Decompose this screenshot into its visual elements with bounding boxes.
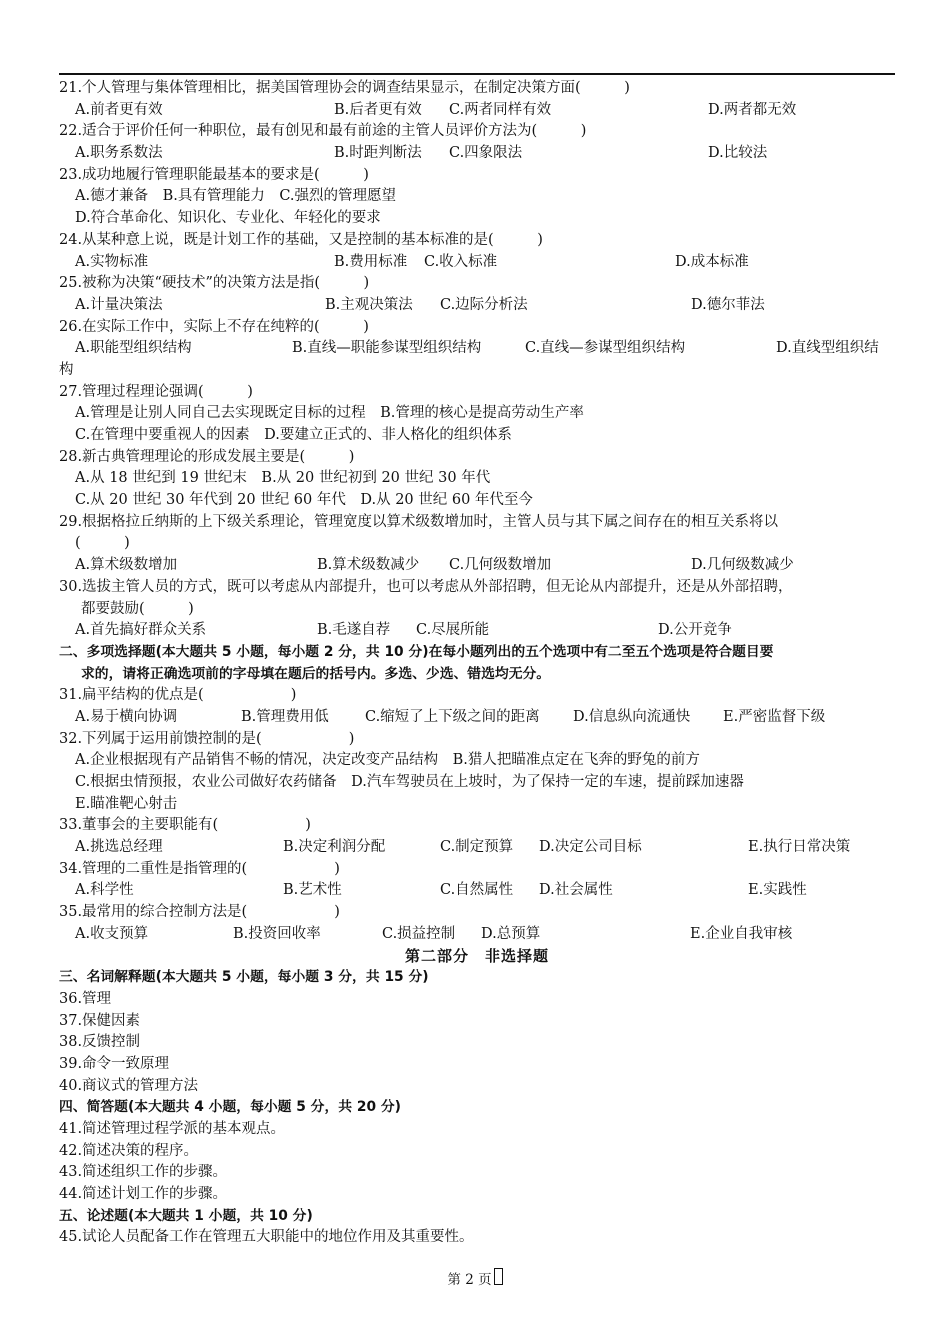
q23-option-d: D.符合革命化、知识化、专业化、年轻化的要求 [75,210,381,227]
q35-option-c: C.损益控制 [382,925,456,942]
q22-option-b: B.时距判断法 [334,145,422,162]
q26-option-d-continuation: 构 [59,361,74,378]
q24-option-b: B.费用标准 [334,253,408,270]
q29-option-d: D.几何级数减少 [691,557,794,574]
q35-option-e: E.企业自我审核 [690,925,793,942]
question-35-stem: 35.最常用的综合控制方法是( ) [59,904,340,921]
question-28-stem: 28.新古典管理理论的形成发展主要是( ) [59,448,355,465]
q34-option-d: D.社会属性 [539,882,613,899]
short-answer-43: 43.简述组织工作的步骤。 [59,1164,228,1181]
q26-option-c: C.直线—参谋型组织结构 [525,340,686,357]
q26-option-b: B.直线—职能参谋型组织结构 [292,340,482,357]
question-29-stem-continuation: ( ) [75,535,130,552]
q32-options-ab: A.企业根据现有产品销售不畅的情况，决定改变产品结构 B.猎人把瞄准点定在飞奔的野兔的前方 [75,752,700,769]
question-31-options [59,707,895,729]
q35-option-d: D.总预算 [481,925,541,942]
q21-option-d: D.两者都无效 [708,101,797,118]
question-25-stem: 25.被称为决策“硬技术”的决策方法是指( ) [59,275,370,292]
question-22-options [59,143,895,165]
short-answer-44: 44.简述计划工作的步骤。 [59,1186,228,1203]
q29-option-a: A.算术级数增加 [75,557,178,574]
q34-option-c: C.自然属性 [440,882,514,899]
q33-option-d: D.决定公司目标 [539,839,642,856]
question-30-stem-continuation: 都要鼓励( ) [81,600,194,617]
q30-option-d: D.公开竞争 [658,622,732,639]
q35-option-a: A.收支预算 [75,925,149,942]
q24-option-c: C.收入标准 [424,253,498,270]
q30-option-b: B.毛遂自荐 [317,622,391,639]
q25-option-d: D.德尔菲法 [691,296,765,313]
q35-option-b: B.投资回收率 [233,925,321,942]
short-answer-42: 42.简述决策的程序。 [59,1142,199,1159]
question-21-stem: 21.个人管理与集体管理相比，据美国管理协会的调查结果显示，在制定决策方面( ) [59,80,630,96]
page-number: 第 2 页 [447,1272,492,1288]
q22-option-c: C.四象限法 [449,145,523,162]
part-2-title: 第二部分 非选择题 [404,946,549,965]
q33-option-b: B.决定利润分配 [283,839,386,856]
q31-option-e: E.严密监督下级 [723,708,826,725]
essay-45: 45.试论人员配备工作在管理五大职能中的地位作用及其重要性。 [59,1229,474,1246]
q21-option-c: C.两者同样有效 [449,101,552,118]
section-2-heading-continuation: 求的，请将正确选项前的字母填在题后的括号内。多选、少选、错选均无分。 [81,665,551,682]
page-footer [0,1268,950,1288]
q22-option-a: A.职务系数法 [75,145,163,162]
question-27-stem: 27.管理过程理论强调( ) [59,383,253,400]
q28-options-cd: C.从 20 世纪 30 年代到 20 世纪 60 年代 D.从 20 世纪 60 年代至今 [75,492,533,509]
q33-option-c: C.制定预算 [440,839,514,856]
q22-option-d: D.比较法 [708,145,768,162]
question-30-options [59,620,895,642]
question-34-options [59,880,895,902]
question-29-options [59,555,895,577]
question-24-stem: 24.从某种意上说，既是计划工作的基础，又是控制的基本标准的是( ) [59,231,543,248]
q24-option-d: D.成本标准 [675,253,749,270]
q24-option-a: A.实物标准 [75,253,149,270]
short-answer-41: 41.简述管理过程学派的基本观点。 [59,1121,286,1137]
q31-option-b: B.管理费用低 [241,708,329,725]
q30-option-a: A.首先搞好群众关系 [75,622,207,639]
q27-options-ab: A.管理是让别人同自己去实现既定目标的过程 B.管理的核心是提高劳动生产率 [75,405,584,422]
q27-options-cd: C.在管理中要重视人的因素 D.要建立正式的、非人格化的组织体系 [75,427,512,443]
section-3-heading: 三、名词解释题(本大题共 5 小题，每小题 3 分，共 15 分) [59,969,429,986]
q31-option-c: C.缩短了上下级之间的距离 [365,708,540,725]
q26-option-a: A.职能型组织结构 [75,340,192,357]
question-22-stem: 22.适合于评价任何一种职位，最有创见和最有前途的主管人员评价方法为( ) [59,123,587,140]
term-item-39: 39.命令一致原理 [59,1055,170,1072]
term-item-40: 40.商议式的管理方法 [59,1077,199,1094]
q21-option-b: B.后者更有效 [334,101,422,118]
question-35-options [59,924,895,946]
q33-option-e: E.执行日常决策 [748,839,851,856]
question-23-stem: 23.成功地履行管理职能最基本的要求是( ) [59,166,369,183]
placeholder-box-icon [494,1268,503,1285]
q25-option-c: C.边际分析法 [440,296,528,313]
question-30-stem: 30.选拔主管人员的方式，既可以考虑从内部提升，也可以考虑从外部招聘，但无论从内部提升，还是从外部招聘， [59,578,793,595]
q23-options-abc: A.德才兼备 B.具有管理能力 C.强烈的管理愿望 [75,188,397,205]
section-4-heading: 四、简答题(本大题共 4 小题，每小题 5 分，共 20 分) [59,1099,401,1116]
q32-options-cd: C.根据虫情预报，农业公司做好农药储备 D.汽车驾驶员在上坡时，为了保持一定的车速，提前踩加速器 [75,774,744,790]
question-33-stem: 33.董事会的主要职能有( ) [59,817,311,834]
term-item-36: 36.管理 [59,990,112,1007]
section-5-heading: 五、论述题(本大题共 1 小题，共 10 分) [59,1207,313,1224]
question-29-stem: 29.根据格拉丘纳斯的上下级关系理论，管理宽度以算术级数增加时，主管人员与其下属之间存在的相互关系将以 [59,513,779,530]
section-2-heading: 二、多项选择题(本大题共 5 小题，每小题 2 分，共 10 分)在每小题列出的五个选项中有二至五个选项是符合题目要 [59,643,774,660]
question-24-options [59,252,895,274]
question-26-options [59,338,895,360]
q29-option-c: C.几何级数增加 [449,557,552,574]
question-34-stem: 34.管理的二重性是指管理的( ) [59,860,340,877]
q30-option-c: C.尽展所能 [416,622,490,639]
term-item-38: 38.反馈控制 [59,1034,141,1051]
q29-option-b: B.算术级数减少 [317,557,420,574]
question-25-options [59,295,895,317]
term-item-37: 37.保健因素 [59,1012,141,1029]
header-rule [59,73,895,75]
exam-page-content [59,78,895,1249]
q31-option-a: A.易于横向协调 [75,708,178,725]
q34-option-e: E.实践性 [748,882,807,899]
q34-option-a: A.科学性 [75,882,134,899]
question-33-options [59,837,895,859]
question-32-stem: 32.下列属于运用前馈控制的是( ) [59,730,355,747]
q31-option-d: D.信息纵向流通快 [573,708,691,725]
q25-option-b: B.主观决策法 [325,296,413,313]
q26-option-d: D.直线型组织结 [776,340,879,357]
q28-options-ab: A.从 18 世纪到 19 世纪末 B.从 20 世纪初到 20 世纪 30 年代 [75,470,491,487]
question-31-stem: 31.扁平结构的优点是( ) [59,687,297,704]
q21-option-a: A.前者更有效 [75,101,163,118]
q33-option-a: A.挑选总经理 [75,839,163,856]
q25-option-a: A.计量决策法 [75,296,163,313]
question-21-options [59,100,895,122]
question-26-stem: 26.在实际工作中，实际上不存在纯粹的( ) [59,318,369,335]
q34-option-b: B.艺术性 [283,882,342,899]
q32-option-e: E.瞄准靶心射击 [75,795,178,812]
